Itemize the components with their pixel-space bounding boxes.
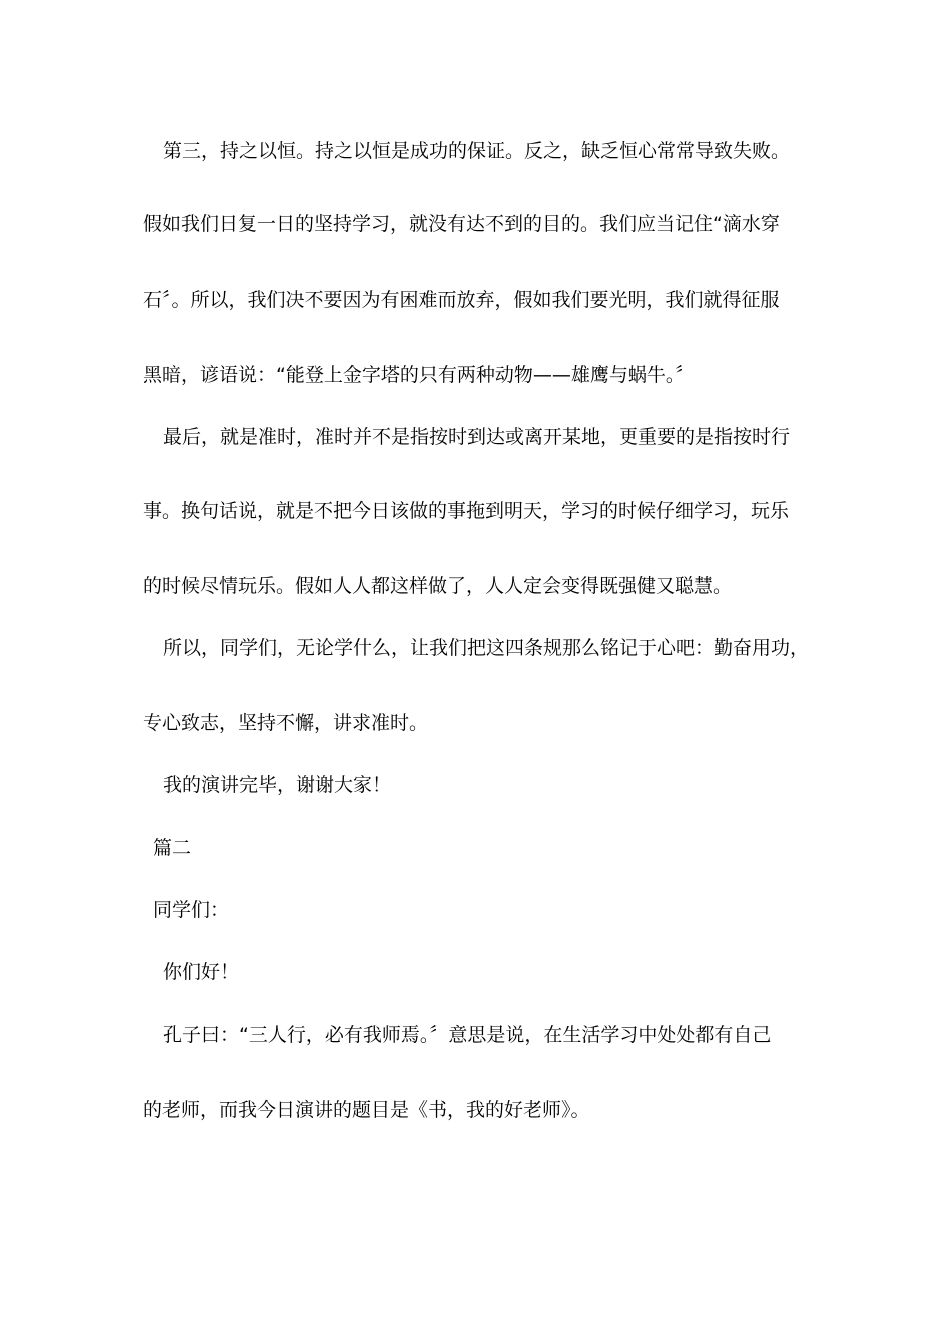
paragraph-line: 的老师，而我今日演讲的题目是《书，我的好老师》。	[143, 1099, 590, 1121]
paragraph-line: 事。换句话说，就是不把今日该做的事拖到明天，学习的时候仔细学习，玩乐	[143, 500, 790, 522]
greeting-line: 你们好！	[163, 961, 240, 983]
paragraph-line: 石〞。所以，我们决不要因为有困难而放弃，假如我们要光明，我们就得征服	[143, 289, 780, 311]
paragraph-line: 所以，同学们，无论学什么，让我们把这四条规那么铭记于心吧：勤奋用功，	[163, 637, 810, 659]
paragraph-line: 孔子曰：“三人行，必有我师焉。〞意思是说，在生活学习中处处都有自己	[163, 1024, 772, 1046]
paragraph-line: 第三，持之以恒。持之以恒是成功的保证。反之，缺乏恒心常常导致失败。	[163, 140, 791, 162]
paragraph-line: 的时候尽情玩乐。假如人人都这样做了，人人定会变得既强健又聪慧。	[143, 575, 733, 597]
section-heading: 篇二	[153, 837, 192, 859]
salutation-line: 同学们：	[153, 899, 230, 921]
paragraph-line: 黑暗，谚语说：“能登上金字塔的只有两种动物——雄鹰与蜗牛。〞	[143, 364, 695, 386]
paragraph-line: 最后，就是准时，准时并不是指按时到达或离开某地，更重要的是指按时行	[163, 426, 791, 448]
paragraph-line: 假如我们日复一日的坚持学习，就没有达不到的目的。我们应当记住“滴水穿	[143, 213, 780, 235]
paragraph-line: 专心致志，坚持不懈，讲求准时。	[143, 712, 429, 734]
paragraph-line: 我的演讲完毕，谢谢大家！	[163, 774, 392, 796]
